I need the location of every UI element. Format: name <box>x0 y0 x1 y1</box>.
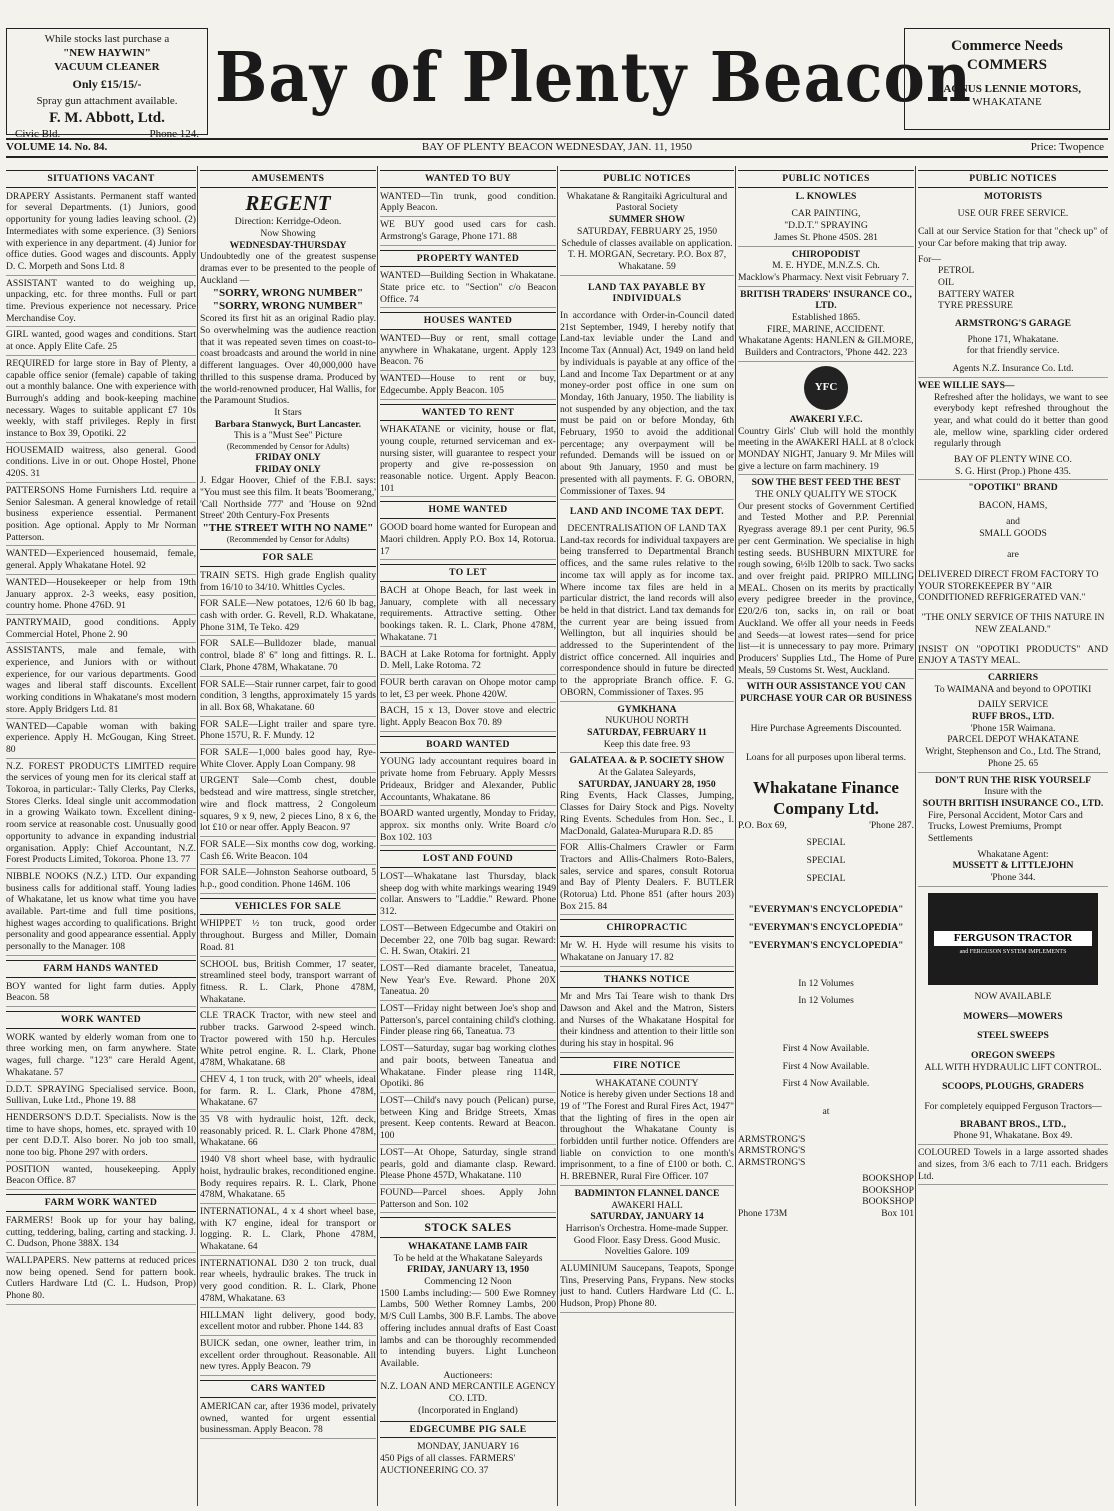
notice-body: Macklow's Pharmacy. Next visit February 7. <box>738 272 914 287</box>
classified-ad: HOUSEMAID waitress, also general. Good conditions. Live in or out. Ohope Hostel, Phone 420S. 31 <box>6 445 196 483</box>
notice-line: Phone 171, Whakatane. <box>967 333 1059 345</box>
classified-ad: FOR SALE—1,000 bales good hay, Rye-White Clover. Apply Loan Company. 98 <box>200 747 376 773</box>
notice-body: Call at our Service Station for that "check up" of your Car before making that trip away. <box>918 226 1108 249</box>
ad-line: F. M. Abbott, Ltd. <box>49 110 165 126</box>
notice-body: INSIST ON "OPOTIKI PRODUCTS" AND ENJOY A TASTY MEAL. <box>918 644 1108 670</box>
commers-ad <box>904 28 1110 130</box>
notice-body: Land-tax records for individual taxpayers are being transferred to Departmental Branch offices, and the same rules relative to the income tax will apply as for income tax. Where income tax files are held in a particular district, the land records will also be held in that district. Land tax demands for the current year are being issued from Wellington, but all inquiries should be addressed to the Superintendent of the district office concerned. All inquiries and correspondence should in future be directed to the appropriate Branch office. F. G. OBORN, Commissioner of Taxes. 95 <box>560 535 734 702</box>
classified-ad: GOOD board home wanted for European and Maori children. Apply P.O. Box 14, Rotorua. 17 <box>380 522 556 560</box>
column-public-notices-1 <box>560 166 734 1506</box>
classified-ad: FARMERS! Book up for your hay baling, cutting, teddering, baling, carting and stacking. J. C. Dudson, Phone 388X. 134 <box>6 1215 196 1253</box>
notice-line: At the Galatea Saleyards, <box>598 767 696 779</box>
armstrongs-line: ARMSTRONG'S <box>738 1133 806 1145</box>
section-heading: PUBLIC NOTICES <box>918 170 1108 188</box>
special-line: SPECIAL <box>806 855 846 866</box>
ad-phone: Phone 124. <box>149 127 199 140</box>
column-public-notices-3 <box>918 166 1108 1506</box>
classified-ad: LOST—Whakatane last Thursday, black sheep dog with white markings wearing 1949 collar. Answers to "Laddie." Reward. Phone 312. <box>380 871 556 921</box>
section-heading: AMUSEMENTS <box>200 170 376 188</box>
section-heading: FARM WORK WANTED <box>6 1194 196 1212</box>
stock-sale-line: To be held at the Whakatane Saleyards <box>393 1252 543 1264</box>
classified-ad: WANTED—Buy or rent, small cottage anywhere in Whakatane, urgent. Apply 123 Beacon. 76 <box>380 333 556 371</box>
column-classifieds-situations <box>6 166 196 1506</box>
classified-ad: WANTED—Capable woman with baking experience. Apply H. McGougan, King Street. 80 <box>6 721 196 759</box>
classified-ad: WHAKATANE or vicinity, house or flat, young couple, returned serviceman and ex-nursing sister, will guarantee to respect your property and give re-possession on reasonable notice. Urgent. Apply Beacon. 101 <box>380 424 556 497</box>
notice-line: SATURDAY, JANUARY 14 <box>590 1211 704 1223</box>
encyclopedia-line: "EVERYMAN'S ENCYCLOPEDIA" <box>748 904 904 916</box>
notice-line: 'Phone 344. <box>918 872 1108 887</box>
ad-line: "NEW HAYWIN" <box>63 46 151 59</box>
classified-ad: CLE TRACK Tractor, with new steel and rubber tracks. Garwood 2-speed winch. Tractor powered with 150 h.p. Hercules White petrol engine. R. L. Clark, Phone 478M, Whakatane. 68 <box>200 1010 376 1072</box>
stock-sale-details: 450 Pigs of all classes. FARMERS' AUCTIONEERING CO. 37 <box>380 1452 516 1476</box>
classified-ad: WHIPPET ½ ton truck, good order throughout. Burgess and Miller, Domain Road. 81 <box>200 918 376 956</box>
stock-sale-line: Auctioneers: <box>443 1369 493 1381</box>
showing-days: FRIDAY ONLY <box>255 451 321 463</box>
notice-line: Wright, Stephenson and Co., Ltd. The Strand, Phone 25. 65 <box>918 746 1108 772</box>
notice-title: SUMMER SHOW <box>609 214 685 226</box>
classified-ad: LOST—Red diamante bracelet, Taneatua, New Year's Eve. Reward. Phone 20X Taneatua. 20 <box>380 963 556 1001</box>
column-rule <box>915 166 916 1506</box>
stock-sale-agent: N.Z. LOAN AND MERCANTILE AGENCY CO. LTD. <box>380 1381 556 1405</box>
dateline <box>6 138 1108 158</box>
section-heading: LOST AND FOUND <box>380 850 556 868</box>
notice-body: FOR Allis-Chalmers Crawler or Farm Tractors and Allis-Chalmers Roto-Balers, sales, service and spares, consult Rotorua and Bay of Plenty Dealers. F. BUTLER (Rotorua) Ltd. Phone 851 (after hours 203) Box 215. 84 <box>560 842 734 915</box>
notice-title: LAND AND INCOME TAX DEPT. <box>569 506 725 518</box>
notice-title: WITH OUR ASSISTANCE YOU CAN PURCHASE YOUR CAR OR BUSINESS <box>740 681 912 705</box>
classified-ad: BACH, 15 x 13, Dover stove and electric light. Apply Beacon Box 70. 89 <box>380 705 556 731</box>
classified-ad: WORK wanted by elderly woman from one to three working men, on farm anywhere. State wages, full charge. "123" care Herald Agent, Whakatane. 57 <box>6 1032 196 1082</box>
film-tagline: This is a "Must See" Picture <box>233 430 343 442</box>
notice-line: Whakatane Agent: <box>977 848 1049 860</box>
section-heading: WANTED TO RENT <box>380 404 556 422</box>
stock-sale-date: FRIDAY, JANUARY 13, 1950 <box>407 1264 529 1276</box>
section-heading: WANTED TO BUY <box>380 170 556 188</box>
notice-title: SOW THE BEST FEED THE BEST <box>751 477 901 489</box>
notice-line: MUSSETT & LITTLEJOHN <box>952 860 1074 872</box>
notice-line: SATURDAY, JANUARY 28, 1950 <box>578 778 716 790</box>
notice-line: Schedule of classes available on application. <box>561 237 733 249</box>
notice-line: To WAIMANA and beyond to OPOTIKI <box>934 683 1092 695</box>
finance-company-name: Whakatane Finance Company Ltd. <box>753 778 899 818</box>
notice-line: For completely equipped Ferguson Tractors— <box>924 1101 1102 1113</box>
classified-ad: WANTED—Housekeeper or help from 19th January approx. 2-3 weeks, easy position, country home. Phone 476D. 91 <box>6 577 196 615</box>
notice-title: L. KNOWLES <box>795 190 857 202</box>
po-box: Box 101 <box>881 1207 914 1219</box>
classified-ad: INTERNATIONAL, 4 x 4 short wheel base, with K7 engine, ideal for transport or logging. R. L. Clark, Phone 478M, Whakatane. 64 <box>200 1206 376 1256</box>
notice-title: BRITISH TRADERS' INSURANCE CO., LTD. <box>740 288 912 312</box>
notice-line: T. H. MORGAN, Secretary. P.O. Box 87, Whakatane. 59 <box>560 249 734 275</box>
notice-line: WHAKATANE COUNTY <box>595 1077 699 1089</box>
notice-line: Hire Purchase Agreements Discounted. <box>750 722 902 734</box>
notice-title: CHIROPODIST <box>791 248 861 260</box>
notice-line: MOWERS—MOWERS <box>963 1010 1063 1022</box>
notice-body: Country Girls' Club will hold the monthly meeting in the AWAKERI HALL at 8 o'clock MONDAY NIGHT, January 9. Mr Miles will give a lecture on farm machinery. 19 <box>738 426 914 476</box>
notice-line: FIRE, MARINE, ACCIDENT. <box>767 323 885 335</box>
section-heading: HOUSES WANTED <box>380 312 556 330</box>
classified-ad: FOR SALE—Johnston Seahorse outboard, 5 h.p., good condition. Phone 146M. 106 <box>200 867 376 893</box>
section-heading: PROPERTY WANTED <box>380 250 556 268</box>
column-rule <box>197 166 198 1506</box>
classified-ad: TRAIN SETS. High grade English quality from 16/10 to 34/10. Whittles Cycles. <box>200 570 376 596</box>
film-title: "SORRY, WRONG NUMBER" <box>212 286 364 299</box>
classified-ad: BOY wanted for light farm duties. Apply Beacon. 58 <box>6 981 196 1007</box>
classified-ad: WANTED—Tin trunk, good condition. Apply Beacon. <box>380 191 556 217</box>
section-heading: CARS WANTED <box>200 1380 376 1398</box>
notice-line: Keep this date free. 93 <box>560 739 734 754</box>
section-heading: CHIROPRACTIC <box>560 919 734 937</box>
notice-title: AWAKERI Y.F.C. <box>789 413 863 425</box>
volume-number: VOLUME 14. No. 84. <box>6 141 108 153</box>
column-wanted-lost-found <box>380 166 556 1506</box>
classified-ad: D.D.T. SPRAYING Specialised service. Boon, Sullivan, Luke Ltd., Phone 19. 88 <box>6 1084 196 1110</box>
notice-line: SCOOPS, PLOUGHS, GRADERS <box>942 1081 1084 1093</box>
theatre-name: REGENT <box>245 190 331 215</box>
notice-line: PARCEL DEPOT WHAKATANE <box>947 734 1079 746</box>
notice-line <box>738 1208 914 1220</box>
classified-ad: WANTED—Experienced housemaid, female, general. Apply Whakatane Hotel. 92 <box>6 548 196 574</box>
classified-ad: POSITION wanted, housekeeping. Apply Beacon Office. 87 <box>6 1164 196 1190</box>
notice-title: BRABANT BROS., LTD., <box>959 1118 1067 1130</box>
notice-line: S. G. Hirst (Prop.) Phone 435. <box>918 466 1108 481</box>
classified-ad: FOUR berth caravan on Ohope motor camp to let, £3 per week. Phone 420W. <box>380 677 556 703</box>
ad-line: WHAKATANE <box>972 96 1042 109</box>
yfc-logo: YFC <box>804 366 848 410</box>
volumes-line: In 12 Volumes <box>798 977 854 989</box>
vacuum-cleaner-ad <box>6 28 208 140</box>
section-heading: FARM HANDS WANTED <box>6 960 196 978</box>
classified-ad: HENDERSON'S D.D.T. Specialists. Now is the time to have shops, homes, etc. sprayed with 10 per cent D.D.T. Also borer. No job too small, none too big. Phone 297 with orders. <box>6 1112 196 1162</box>
notice-body: Ring Events, Hack Classes, Jumping, Classes for Dairy Stock and Pigs. Novelty Ring Events. Schedules from Hon. Sec., I. MacDonald, Galatea-Murupara R.D. 85 <box>560 790 734 840</box>
armstrongs-line: ARMSTRONG'S <box>738 1145 806 1157</box>
notice-body: Mr W. H. Hyde will resume his visits to Whakatane on January 17. 82 <box>560 940 734 966</box>
theatre-direction: Direction: Kerridge-Odeon. <box>234 216 342 228</box>
classified-ad: LOST—Saturday, sugar bag working clothes and pair boots, between Taneatua and Whakatane. Finder please ring 114R, Opotiki. 86 <box>380 1043 556 1093</box>
notice-line: 'Phone 15R Waimana. <box>970 722 1056 734</box>
classified-ad: WANTED—House to rent or buy, Edgecumbe. Apply Beacon. 105 <box>380 373 556 399</box>
notice-line: DECENTRALISATION OF LAND TAX <box>567 522 727 534</box>
special-line: SPECIAL <box>806 837 846 849</box>
column-amusements-for-sale <box>200 166 376 1506</box>
classified-ad: CHEV 4, 1 ton truck, with 20" wheels, ideal for farm. R. L. Clark, Phone 478M, Whakatane. 67 <box>200 1074 376 1112</box>
volumes-line: In 12 Volumes <box>798 995 854 1007</box>
classified-ad: LOST—Between Edgecumbe and Otakiri on December 22, one 70lb bag sugar. Reward: C. H. Swan, Otakiri. 21 <box>380 923 556 961</box>
logo-subtext: and FERGUSON SYSTEM IMPLEMENTS <box>959 948 1067 955</box>
notice-title: LAND TAX PAYABLE BY INDIVIDUALS <box>587 281 707 305</box>
classified-ad: FOR SALE—Stair runner carpet, fair to good condition, 3 lengths, approximately 15 yards in all. Box 68, Whakatane. 60 <box>200 679 376 717</box>
notice-body: DELIVERED DIRECT FROM FACTORY TO YOUR STOREKEEPER BY "AIR CONDITIONED REFRIGERATED VAN." <box>918 568 1099 604</box>
notice-line: NOW AVAILABLE <box>974 990 1052 1002</box>
classified-ad: AMERICAN car, after 1936 model, privately owned, wanted for urgent essential businessman. Apply Beacon. 78 <box>200 1401 376 1439</box>
ad-line: Commerce Needs <box>951 38 1063 54</box>
showing-days: FRIDAY ONLY <box>255 463 321 475</box>
classified-ad: FOUND—Parcel shoes. Apply John Patterson and Son. 102 <box>380 1187 556 1213</box>
notice-title: MOTORISTS <box>984 190 1042 202</box>
ad-address: Civic Bld. <box>15 127 61 140</box>
notice-line: PETROL <box>938 265 975 277</box>
section-heading: FIRE NOTICE <box>560 1057 734 1075</box>
po-box: P.O. Box 69, <box>738 819 787 831</box>
notice-line: SMALL GOODS <box>979 527 1047 539</box>
ad-line: MAGNUS LENNIE MOTORS, <box>932 82 1081 95</box>
notice-line: BATTERY WATER <box>938 288 1015 300</box>
notice-title: GYMKHANA <box>617 703 677 715</box>
censor-note: (Recommended by Censor for Adults) <box>226 535 350 545</box>
phone: 'Phone 287. <box>869 819 914 831</box>
stock-sale-date: MONDAY, JANUARY 16 <box>417 1441 519 1453</box>
notice-body: Fire, Personal Accident, Motor Cars and Trucks, Lowest Premiums, Prompt Settlements <box>928 809 1083 845</box>
section-heading: VEHICLES FOR SALE <box>200 898 376 916</box>
notice-line: USE OUR FREE SERVICE. <box>957 208 1069 220</box>
notice-title: BADMINTON FLANNEL DANCE <box>574 1187 720 1199</box>
notice-title: CARRIERS <box>987 671 1039 683</box>
phone: Phone 173M <box>738 1207 788 1219</box>
column-rule <box>557 166 558 1506</box>
classified-ad: SCHOOL bus, British Commer, 17 seater, streamlined steel body, transport warrant of fitness. R. L. Clark, Phone 478M, Whakatane. <box>200 959 376 1009</box>
film-blurb: J. Edgar Hoover, Chief of the F.B.I. says: "You must see this film. It beats 'Boomerang,' 'Call Northside 777' and 'House on 92nd Street' 20th Century-Fox Presents <box>200 475 376 522</box>
classified-ad: FOR SALE—Six months cow dog, working. Cash £6. Write Beacon. 104 <box>200 839 376 865</box>
notice-line: are <box>1007 549 1019 561</box>
notice-line: NUKUHOU NORTH <box>605 715 689 727</box>
logo-text: FERGUSON TRACTOR <box>934 931 1092 946</box>
classified-ad: ASSISTANTS, male and female, with experience, and Juniors with or without experience, for our various departments. Good wages and liberal staff discounts. Excellent working conditions in Whakatane's most modern store. Apply Bridgers Ltd. 81 <box>6 645 196 718</box>
classified-ad: GIRL wanted, good wages and conditions. Start at once. Apply Elite Cafe. 25 <box>6 329 196 355</box>
notice-body: Mr and Mrs Tai Teare wish to thank Drs Dawson and Akel and the Matron, Sisters and Nurses of the Whakatane Hospital for their kindness and attention to their little son during his stay in hospital. 96 <box>560 991 734 1053</box>
film-stars-label: It Stars <box>274 406 302 418</box>
classified-ad: PATTERSONS Home Furnishers Ltd. require a Senior Salesman. A general knowledge of retail business experience essential. Permanent position. Age optional. Apply to Mr Norman Patterson. <box>6 485 196 547</box>
section-heading: STOCK SALES <box>380 1217 556 1238</box>
notice-line: M. E. HYDE, M.N.Z.S. Ch. <box>772 260 880 272</box>
notice-line: ALL WITH HYDRAULIC LIFT CONTROL. <box>924 1061 1102 1073</box>
classified-ad: ASSISTANT wanted to do weighing up, unpacking, etc. for three months. Full or part time. Previous experience not necessary. Price Merchandise Coy. <box>6 278 196 328</box>
section-heading: WORK WANTED <box>6 1011 196 1029</box>
film-blurb: Undoubtedly one of the greatest suspense dramas ever to be presented to the people of Auckland — <box>200 251 376 286</box>
stock-sale-line: Commencing 12 Noon <box>424 1276 512 1288</box>
notice-body: Our present stocks of Government Certified and Tested Mother and P.P. Perennial Ryegrass average 89.1 per cent Purity, 96.5 per cent Germination. We specialise in high testing seeds. BUSHBURN MIXTURE for rough sowing, 6½lb 120lb to sack. Two sacks and over freight paid. PRIPRO MILLING MEAL. Chosen on its merits by practically every pedigree breeder in the province, £20/2/6 ton, sacks in, on rail or boat Auckland. We offer all your needs in Feeds and Seeds—at lowest rates—send for price list—it is unnecessary to pay more. Primary Producers' Supplies Ltd., The Home of Pure Meals, 59 Customs St. West, Auckland. <box>738 501 914 680</box>
notice-line: Harrison's Orchestra. Home-made Supper. Good Floor. Easy Dress. Good Music. Novelties Galore. 109 <box>560 1223 734 1261</box>
classified-ad: INTERNATIONAL D30 2 ton truck, dual rear wheels, hydraulic brakes. The truck in very good condition. R. L. Clark, Phone 478M, Whakatane. 63 <box>200 1258 376 1308</box>
ad-line: Only £15/15/- <box>72 77 142 92</box>
notice-line <box>738 820 914 832</box>
notice-line: SATURDAY, FEBRUARY 25, 1950 <box>576 225 718 237</box>
notice-line: Phone 91, Whakatane. Box 49. <box>918 1130 1108 1145</box>
notice-line: Established 1865. <box>791 312 861 324</box>
column-rule <box>377 166 378 1506</box>
ad-line: While stocks last purchase a <box>44 33 170 45</box>
classified-ad: WALLPAPERS. New patterns at reduced prices now being opened. Send for pattern book. Cutlers Hardware Ltd (C. L. Hudson, Prop) Phone 80. <box>6 1255 196 1305</box>
available-line: First 4 Now Available. <box>782 1060 870 1072</box>
classified-ad: LOST—Child's navy pouch (Pelican) purse, between King and Bridge Streets, Xmas present. Keep contents. Reward at Beacon. 100 <box>380 1095 556 1145</box>
notice-line: Loans for all purposes upon liberal terms. <box>745 752 907 764</box>
available-line: First 4 Now Available. <box>782 1042 870 1054</box>
notice-line: and <box>1006 515 1020 527</box>
classified-ad: WANTED—Building Section in Whakatane. State price etc. to "Section" c/o Beacon Office. 74 <box>380 270 556 308</box>
section-heading: PUBLIC NOTICES <box>738 170 914 188</box>
censor-note: (Recommended by Censor for Adults) <box>226 442 350 452</box>
at-line: at <box>822 1106 830 1118</box>
classified-ad: FOR SALE—New potatoes, 12/6 60 lb bag, cash with order. G. Revell, R.D. Whakatane, Phone 31M, Te Teko. 429 <box>200 598 376 636</box>
notice-line: BAY OF PLENTY WINE CO. <box>954 454 1072 466</box>
classified-ad: COLOURED Towels in a large assorted shades and sizes, from 3/6 each to 7/11 each. Bridgers Ltd. <box>918 1147 1108 1185</box>
classified-ad: REQUIRED for large store in Bay of Plenty, a capable office senior (female) capable of taking out a monthly balance. One with experience with Burrough's adding and book-keeping machine necessary. Wages to suitable applicant £7 10s weekly, with staff privileges. Reply in first instance to Box 39, Opotiki. 22 <box>6 358 196 443</box>
notice-line: OREGON SWEEPS <box>971 1049 1055 1061</box>
classified-ad: YOUNG lady accountant requires board in private home from February. Apply Messrs Prideaux, Bridger and Alexander, Public Accountants, Whakatane. 86 <box>380 756 556 806</box>
ad-line: COMMERS <box>967 56 1047 73</box>
section-heading: FOR SALE <box>200 549 376 567</box>
classified-ad: WE BUY good used cars for cash. Armstrong's Garage, Phone 171. 88 <box>380 219 556 245</box>
classified-ad: BACH at Ohope Beach, for last week in January, complete with all necessary requirements. Attractive setting. Other bookings taken. R. L. Clark, Phone 478M, Whakatane. 71 <box>380 585 556 647</box>
classified-ad: BUICK sedan, one owner, leather trim, in excellent order throughout. Reasonable. All new tyres. Apply Beacon. 79 <box>200 1338 376 1376</box>
classified-ad: ALUMINIUM Saucepans, Teapots, Sponge Tins, Preserving Pans, Frypans. New stocks just to hand. Cutlers Hardware Ltd (C. L. Hudson, Prop) Phone 80. <box>560 1263 734 1313</box>
classified-ad: LOST—At Ohope, Saturday, single strand pearls, gold and diamante clasp. Reward. Please Phone 457D, Whakatane. 110 <box>380 1147 556 1185</box>
section-heading: TO LET <box>380 564 556 582</box>
column-public-notices-2 <box>738 166 914 1506</box>
classified-ad: LOST—Friday night between Joe's shop and Patterson's, parcel containing child's clothing. Finder please ring 66, Taneatua. 73 <box>380 1003 556 1041</box>
armstrongs-line: ARMSTRONG'S <box>738 1157 806 1169</box>
notice-body: Refreshed after the holidays, we want to see everybody kept refreshed throughout the year, and what could do it better than good ale, mellow wine, sparkling cider ordered regularly through <box>934 391 1108 450</box>
section-heading: THANKS NOTICE <box>560 971 734 989</box>
classified-ad: 1940 V8 short wheel base, with hydraulic hoist, hydraulic brakes, reconditioned engine. Body requires repairs. R. L. Clark, Phone 478M, Whakatane. 65 <box>200 1154 376 1204</box>
notice-line: "D.D.T." SPRAYING <box>784 220 868 232</box>
notice-title: "OPOTIKI" BRAND <box>968 482 1058 494</box>
now-showing: Now Showing <box>260 228 316 240</box>
stock-sale-details: 1500 Lambs including:— 500 Ewe Romney Lambs, 500 Wether Romney Lambs, 200 M/S Cull Lambs, 300 B.F. Lambs. The above offering includes annual drafts of East Coast lambs and can be thoroughly recommended to intending buyers. Light Luncheon Available. <box>380 1287 556 1369</box>
bookshop-line: BOOKSHOP <box>862 1196 914 1208</box>
section-heading: EDGECUMBE PIG SALE <box>380 1421 556 1439</box>
film-cast: Barbara Stanwyck, Burt Lancaster. <box>215 418 361 430</box>
film-title: "THE STREET WITH NO NAME" <box>202 522 374 535</box>
notice-line: for that friendly service. <box>966 345 1060 357</box>
classified-ad: 35 V8 with hydraulic hoist, 12ft. deck, reasonably priced. R. L. Clark Phone 478M, Whakatane. 66 <box>200 1114 376 1152</box>
notice-line: DAILY SERVICE <box>977 699 1049 711</box>
film-title: "SORRY, WRONG NUMBER" <box>212 299 364 312</box>
available-line: First 4 Now Available. <box>782 1078 870 1090</box>
notice-body: "THE ONLY SERVICE OF THIS NATURE IN NEW ZEALAND." <box>921 612 1105 635</box>
classified-ad: BOARD wanted urgently, Monday to Friday, approx. six months only. Write Board c/o Box 102. 103 <box>380 808 556 846</box>
classified-ad: NIBBLE NOOKS (N.Z.) LTD. Our expanding business calls for additional staff. Young ladies of Whakatane, let us know what time you have available. Part-time and full time positions, highest wages according to qualifications. Bright personality and good appearance essential. Apply personally to the Manager. 108 <box>6 871 196 956</box>
notice-line: OIL <box>938 276 954 288</box>
notice-title: ARMSTRONG'S GARAGE <box>955 318 1071 330</box>
notice-line: CAR PAINTING, <box>791 208 861 220</box>
notice-line: Insure with the <box>984 786 1042 798</box>
notice-title: SOUTH BRITISH INSURANCE CO., LTD. <box>922 797 1104 809</box>
classified-ad: DRAPERY Assistants. Permanent staff wanted for several Departments. (1) Juniors, good opportunity for young ladies leaving school. (2) Intermediates with some experience. (3) Seniors with experience in any department. (4) Junior for office duties. Good wages and discounts. Apply D. C. Morpeth and Sons Ltd. 8 <box>6 191 196 276</box>
classified-ad: FOR SALE—Light trailer and spare tyre. Phone 157U, R. F. Mundy. 12 <box>200 719 376 745</box>
classified-ad: HILLMAN light delivery, good body, excellent motor and rubber. Phone 144. 83 <box>200 1310 376 1336</box>
ad-line: Spray gun attachment available. <box>36 95 178 108</box>
notice-line: RUFF BROS., LTD. <box>971 711 1055 723</box>
notice-line: Agents N.Z. Insurance Co. Ltd. <box>918 363 1108 378</box>
classified-ad: FOR SALE—Bulldozer blade, manual control, blade 8' 6" long and fittings. R. L. Clark, Phone 478M, Whakatane. 70 <box>200 638 376 676</box>
notice-line: STEEL SWEEPS <box>977 1030 1049 1042</box>
notice-line: Whakatane & Rangitaiki Agricultural and Pastoral Society <box>566 190 728 214</box>
notice-line: SATURDAY, FEBRUARY 11 <box>587 726 707 738</box>
classified-ad: PANTRYMAID, good conditions. Apply Commercial Hotel, Phone 2. 90 <box>6 617 196 643</box>
notice-line: THE ONLY QUALITY WE STOCK <box>755 489 897 501</box>
section-heading: SITUATIONS VACANT <box>6 170 196 188</box>
notice-title: DON'T RUN THE RISK YOURSELF <box>934 774 1092 786</box>
section-heading: BOARD WANTED <box>380 736 556 754</box>
encyclopedia-line: "EVERYMAN'S ENCYCLOPEDIA" <box>748 922 904 934</box>
notice-line: AWAKERI HALL <box>611 1199 683 1211</box>
stock-sale-title: WHAKATANE LAMB FAIR <box>408 1240 528 1252</box>
showing-days: WEDNESDAY-THURSDAY <box>229 239 347 251</box>
classified-ad: URGENT Sale—Comb chest, double bedstead and wire mattress, single stretcher, wire and flock mattress, 2 Congoleum squares, 9 x 9, new, 2 pieces Lino, 8 x 6, the lot £10 or near offer. Apply Beacon. 97 <box>200 775 376 837</box>
classified-ad: BACH at Lake Rotoma for fortnight. Apply D. Mell, Lake Rotoma. 72 <box>380 649 556 675</box>
notice-title: GALATEA A. & P. SOCIETY SHOW <box>569 755 725 767</box>
notice-line: For— <box>918 253 941 265</box>
issue-date: BAY OF PLENTY BEACON WEDNESDAY, JAN. 11, 1950 <box>421 141 693 153</box>
bookshop-line: BOOKSHOP <box>862 1184 914 1196</box>
notice-line: James St. Phone 450S. 281 <box>738 232 914 247</box>
stock-sale-line: (Incorporated in England) <box>418 1404 518 1416</box>
section-heading: PUBLIC NOTICES <box>560 170 734 188</box>
notice-line: TYRE PRESSURE <box>938 300 1013 312</box>
ferguson-tractor-logo <box>928 893 1098 985</box>
encyclopedia-line: "EVERYMAN'S ENCYCLOPEDIA" <box>748 939 904 951</box>
column-rule <box>735 166 736 1506</box>
price: Price: Twopence <box>1030 141 1104 153</box>
notice-body: Notice is hereby given under Sections 18 and 19 of "The Forest and Rural Fires Act, 1947" that the lighting of fires in the open air throughout the Whakatane County is forbidden until further notice. Offenders are liable on conviction to one month's imprisonment, to a fine of £100 or both. C. H. BREBNER, Rural Fire Officer. 107 <box>560 1089 734 1186</box>
masthead-title: Bay of Plenty Beacon <box>215 37 972 118</box>
bookshop-line: BOOKSHOP <box>862 1172 914 1184</box>
classified-ad: N.Z. FOREST PRODUCTS LIMITED require the services of young men for its clerical staff at Tokoroa, in particular:- Tally Clerks, Pay Clerks, Stores Clerks. Ideal single unit accommodation in a growing Waikato town. Excellent dining-room service at reasonable cost. Unusually good opportunity to advance in expanding industrial organisation. Apply: Chief Accountant, N.Z. Forest Products Limited, Tokoroa. Phone 13. 77 <box>6 761 196 869</box>
film-blurb: Scored its first hit as an original Radio play. So overwhelming was the audience reaction that it was repeated seven times on coast-to-coast broadcasts and around the world in nine different languages. Over 40,000,000 have thrilled to this suspense drama. Produced by the world-renowned producer, Hal Wallis, for the Paramount Studios. <box>200 313 376 407</box>
notice-title: WEE WILLIE SAYS— <box>918 379 1015 391</box>
notice-body: Whakatane Agents: HANLEN & GILMORE, Builders and Contractors, 'Phone 442. 223 <box>738 335 914 361</box>
special-line: SPECIAL <box>806 872 846 884</box>
notice-line: BACON, HAMS, <box>978 500 1048 512</box>
section-heading: HOME WANTED <box>380 501 556 519</box>
ad-line: VACUUM CLEANER <box>54 60 160 73</box>
notice-body: In accordance with Order-in-Council dated 21st September, 1949, I hereby notify that Land-tax leviable under the Land and Income Tax (Annual) Act, 1949 on land held by individuals is payable at any office of the Land and Income Tax Department or at any money-order post office in one sum on Monday, 16th January, 1950. The liability is not suspended by any objection, and the tax must be paid on or before Monday, 6th February, 1950 to avoid the additional percentage; any overpayment will be refunded. Demands will be issued on or about 9th January, 1950 and must be presented with all payments. F. G. OBORN, Commissioner of Taxes. 94 <box>560 310 734 500</box>
